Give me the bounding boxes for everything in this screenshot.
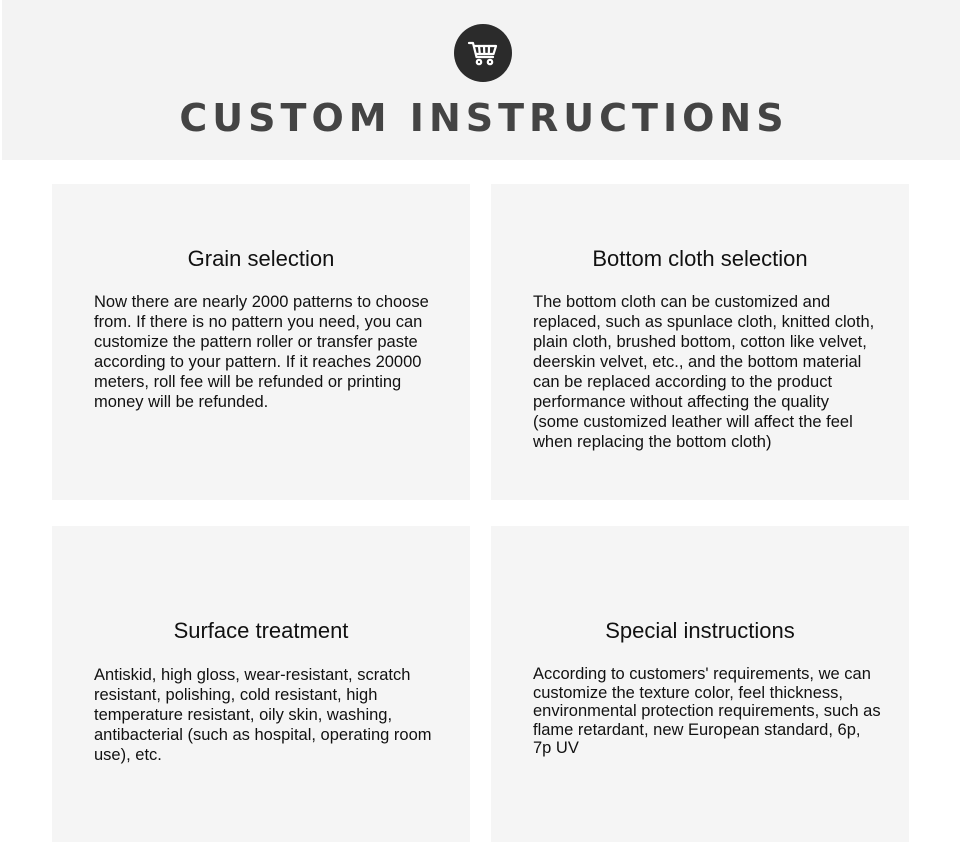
card-description: According to customers' requirements, we can customize the texture color, feel thickness, environmental protection requirements, such as flame retardant, new European standard, 6p, 7p UV bbox=[533, 665, 881, 757]
page-title: CUSTOM INSTRUCTIONS bbox=[179, 96, 789, 140]
card-title: Special instructions bbox=[605, 618, 795, 643]
grain-selection-card bbox=[52, 184, 470, 500]
header-banner bbox=[2, 0, 960, 160]
shopping-cart-icon bbox=[467, 37, 499, 69]
card-description: Antiskid, high gloss, wear-resistant, scratch resistant, polishing, cold resistant, high temperature resistant, oily skin, washing, antibacterial (such as hospital, operating room use), etc. bbox=[94, 666, 432, 764]
card-title: Grain selection bbox=[187, 246, 335, 271]
cart-badge bbox=[454, 24, 512, 82]
card-description: The bottom cloth can be customized and replaced, such as spunlace cloth, knitted cloth, plain cloth, brushed bottom, cotton like velvet, deerskin velvet, etc., and the bottom material can be replaced according to the product performance without affecting the quality (some customized leather will affect the feel when replacing the bottom cloth) bbox=[533, 293, 875, 451]
card-description: Now there are nearly 2000 patterns to choose from. If there is no pattern you need, you can customize the pattern roller or transfer paste according to your pattern. If it reaches 20000 meters, roll fee will be refunded or printing money will be refunded. bbox=[94, 293, 429, 411]
card-title: Bottom cloth selection bbox=[592, 246, 808, 271]
special-instructions-card bbox=[491, 526, 909, 842]
card-title: Surface treatment bbox=[173, 618, 349, 643]
surface-treatment-card bbox=[52, 526, 470, 842]
bottom-cloth-selection-card bbox=[491, 184, 909, 500]
